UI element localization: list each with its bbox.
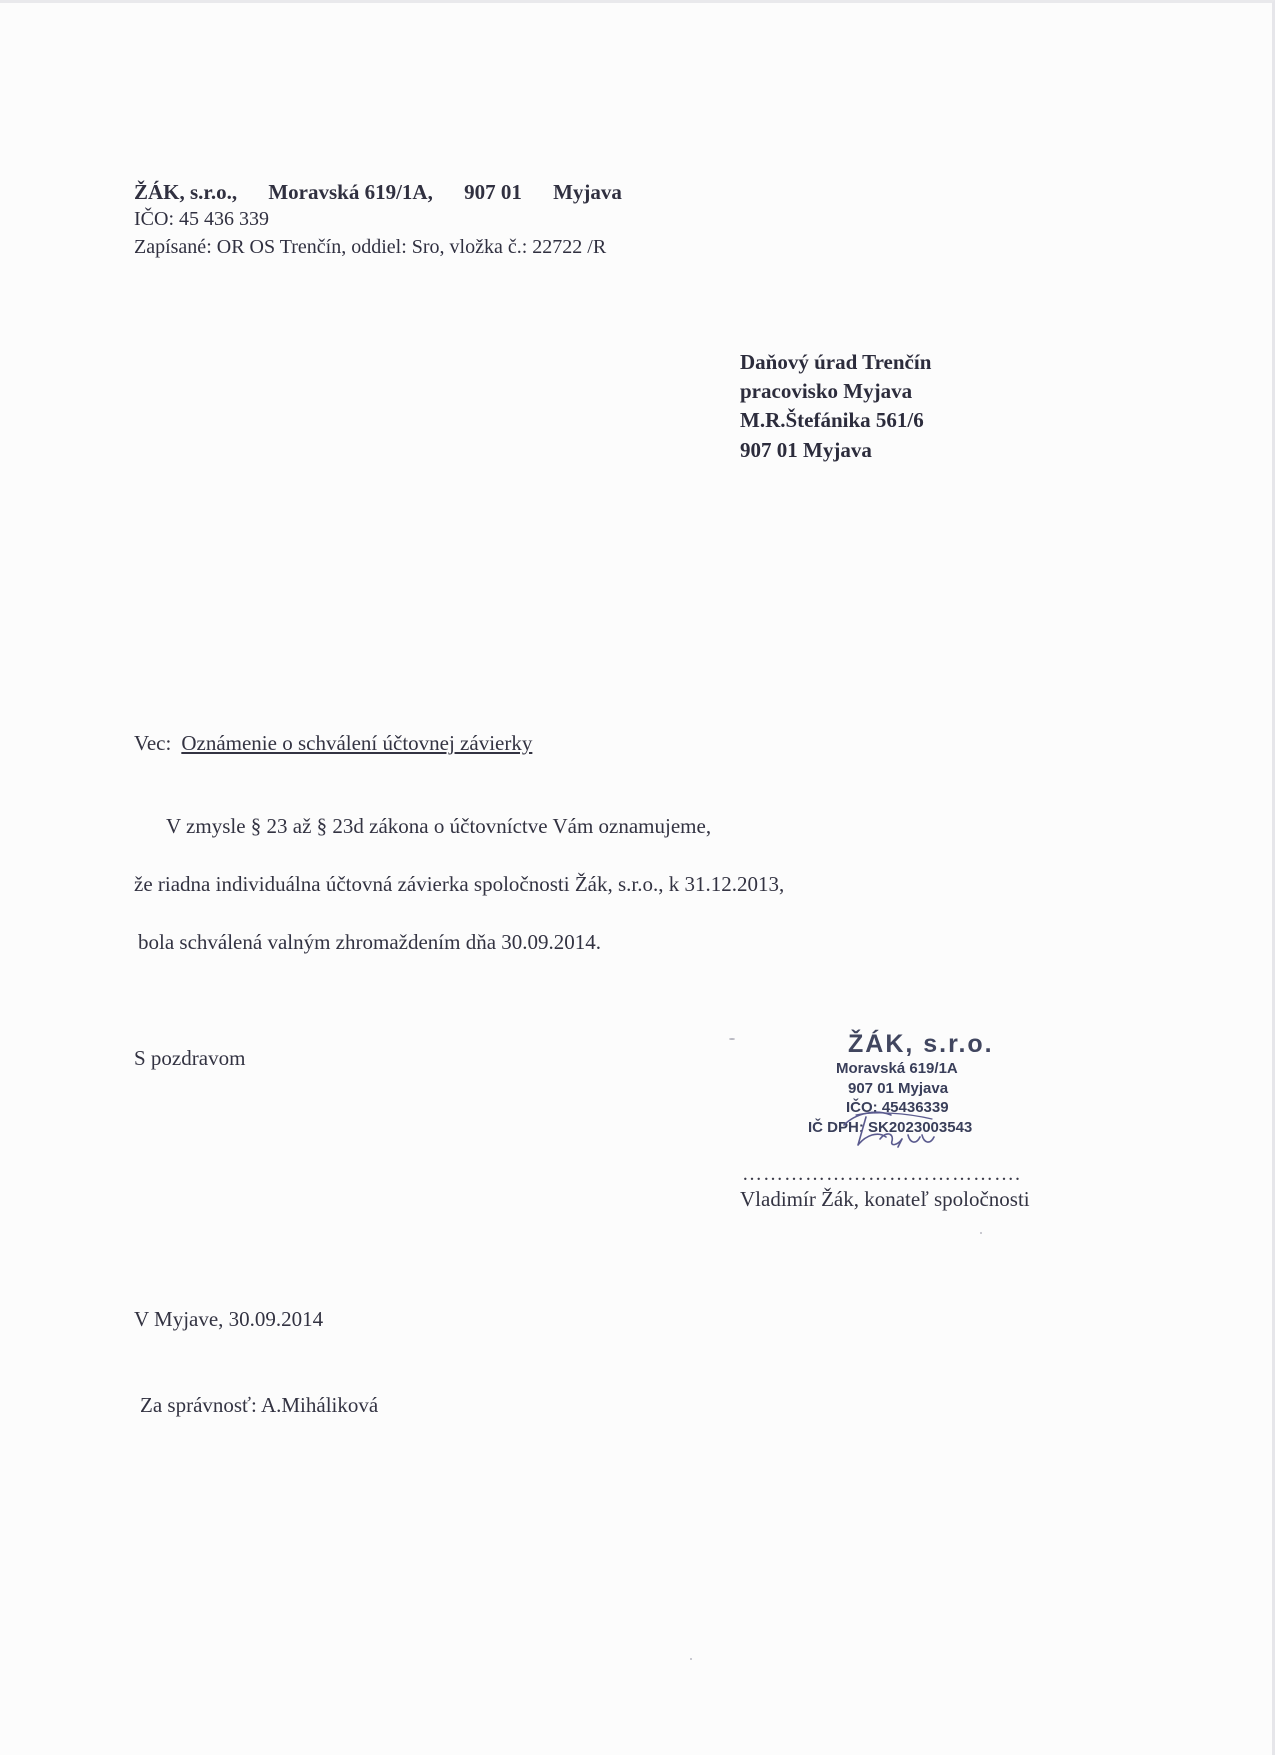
- stamp-title: ŽÁK, s.r.o.: [848, 1030, 994, 1058]
- sender-street: Moravská 619/1A,: [268, 180, 433, 204]
- stamp-dic: IČ DPH: SK2023003543: [808, 1119, 973, 1136]
- body-line-2: že riadna individuálna účtovná závierka spoločnosti Žák, s.r.o., k 31.12.2013,: [134, 872, 785, 896]
- recipient-line-1: Daňový úrad Trenčín: [740, 350, 932, 374]
- handwritten-signature: [836, 1095, 976, 1155]
- scan-speck: [690, 1658, 692, 1660]
- sender-company: ŽÁK, s.r.o.,: [134, 180, 238, 204]
- sender-name-line: [134, 180, 648, 205]
- body-line-1: V zmysle § 23 až § 23d zákona o účtovníctve Vám oznamujeme,: [166, 814, 712, 838]
- stamp-street: Moravská 619/1A: [836, 1060, 958, 1077]
- stamp-city: 907 01 Myjava: [848, 1080, 949, 1097]
- recipient-line-2: pracovisko Myjava: [740, 379, 913, 403]
- sender-ico: IČO: 45 436 339: [134, 208, 269, 230]
- body-line-3: bola schválená valným zhromaždením dňa 30.09.2014.: [138, 930, 602, 954]
- scan-speck: [980, 1232, 982, 1234]
- signer-name: Vladimír Žák, konateľ spoločnosti: [740, 1187, 1030, 1211]
- stamp-ico: IČO: 45436339: [846, 1099, 949, 1116]
- place-date: V Myjave, 30.09.2014: [134, 1307, 324, 1331]
- recipient-line-4: 907 01 Myjava: [740, 438, 872, 462]
- sender-postcode: 907 01: [464, 180, 522, 204]
- subject-line: [134, 731, 532, 756]
- subject-label: Vec:: [134, 731, 172, 755]
- recipient-line-3: M.R.Štefánika 561/6: [740, 408, 924, 432]
- signature-line: ………………………………….: [742, 1163, 1021, 1185]
- greeting: S pozdravom: [134, 1046, 246, 1070]
- sender-registration: Zapísané: OR OS Trenčín, oddiel: Sro, vložka č.: 22722 /R: [134, 236, 607, 258]
- sender-city: Myjava: [553, 180, 622, 204]
- subject-text: Oznámenie o schválení účtovnej závierky: [181, 731, 533, 755]
- scan-speck: [729, 1038, 735, 1040]
- correctness-note: Za správnosť: A.Miháliková: [140, 1393, 379, 1417]
